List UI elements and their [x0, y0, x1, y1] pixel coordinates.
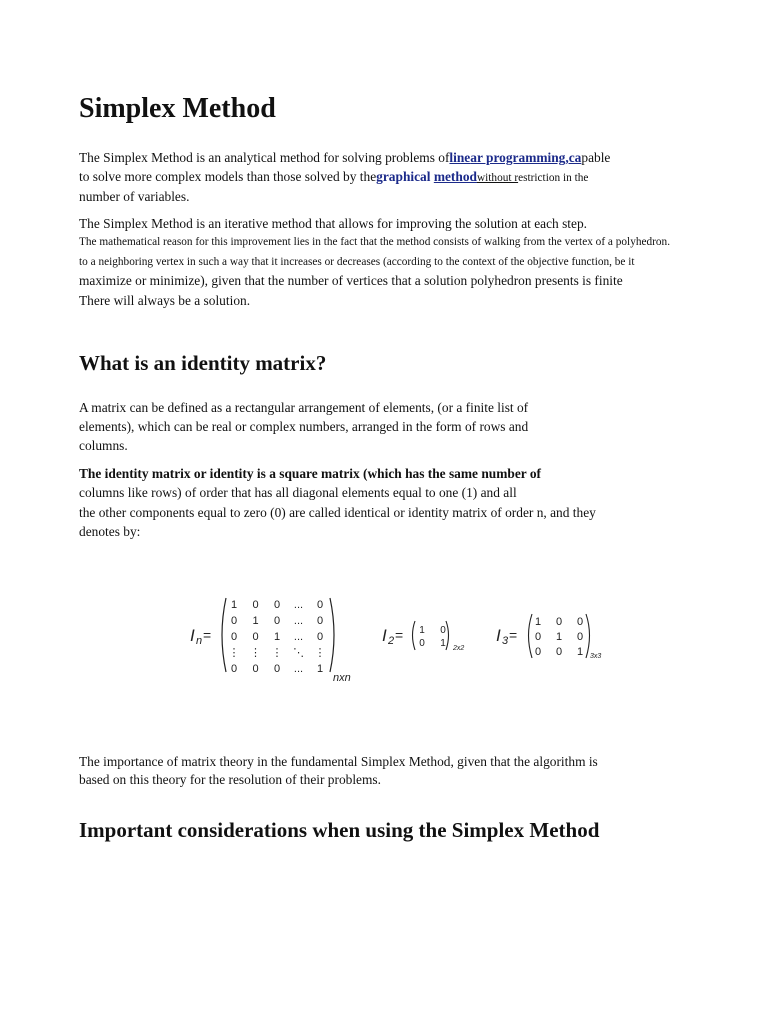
iterative-line-1: The Simplex Method is an iterative method that allows for improving the solution at each step.	[79, 216, 587, 231]
matrix-cell: ⋮	[250, 647, 261, 659]
identity-def-line-3: the other components equal to zero (0) are called identical or identity matrix of order n, and they	[79, 505, 596, 520]
I2-equals: =	[395, 627, 404, 643]
matrix-cell: 1	[576, 646, 584, 658]
In-matrix-cells	[229, 599, 326, 675]
matrix-cell: 0	[316, 631, 324, 643]
linear-programming-link[interactable]	[449, 150, 581, 165]
matrix-cell: 0	[534, 646, 542, 658]
graphical-method-link[interactable]	[376, 169, 477, 184]
page-title: Simplex Method	[79, 93, 276, 124]
matrix-def-line-3: columns.	[79, 438, 128, 453]
link-part: line	[449, 150, 471, 165]
matrix-cell: ...	[293, 631, 304, 643]
identity-def-line-2: columns like rows) of order that has all diagonal elements equal to one (1) and all	[79, 485, 517, 500]
intro-line-3: number of variables.	[79, 189, 190, 204]
I2-left-bracket	[413, 621, 416, 650]
matrix-cell: 0	[252, 599, 259, 611]
matrix-cell: 0	[534, 631, 542, 643]
In-subscript: n	[196, 635, 203, 647]
matrix-cell: 1	[230, 599, 238, 611]
matrix-cell: 0	[273, 599, 281, 611]
link-part: ar programming	[470, 150, 566, 165]
iterative-line-5: There will always be a solution.	[79, 293, 251, 308]
I3-label: I	[496, 626, 501, 645]
iterative-line-2: The mathematical reason for this improvement lies in the fact that the method consists of walking from the vertex of a polyhedron.	[79, 236, 671, 248]
link-part: graphical	[376, 169, 431, 184]
In-equals: =	[203, 627, 212, 643]
I2-right-bracket	[446, 621, 449, 650]
matrix-cell: ⋱	[293, 647, 304, 659]
matrix-cell: 1	[316, 663, 324, 675]
matrix-cell: 0	[576, 631, 584, 643]
matrix-cell: ...	[293, 615, 304, 627]
matrix-def-line-1: A matrix can be defined as a rectangular arrangement of elements, (or a finite list of	[79, 400, 529, 415]
I2-subscript: 2	[388, 635, 395, 647]
intro-small-text: without r	[476, 172, 519, 184]
matrix-cell: 0	[440, 625, 446, 636]
iterative-line-3: to a neighboring vertex in such a way that it increases or decreases (according to the context of the objective function, be it	[79, 256, 635, 268]
matrix-def-line-2: elements), which can be real or complex numbers, arranged in the form of rows and	[79, 419, 529, 434]
matrix-cell: 0	[230, 615, 238, 627]
matrix-cell: 0	[555, 646, 563, 658]
In-label: I	[190, 626, 195, 645]
matrix-cell: 1	[534, 616, 542, 628]
matrix-cell: 0	[419, 638, 425, 649]
intro-text-tail: pable	[581, 150, 611, 165]
identity-def-line-1: The identity matrix or identity is a square matrix (which has the same number of	[79, 466, 541, 481]
intro-text: The Simplex Method is an analytical method for solving problems of	[79, 150, 450, 165]
matrix-cell: 0	[576, 616, 584, 628]
intro-text: to solve more complex models than those solved by the	[79, 169, 377, 184]
matrix-cell: 0	[316, 599, 324, 611]
I2-label: I	[382, 626, 387, 645]
intro-small-text-tail: estriction in the	[518, 172, 589, 184]
I3-right-bracket	[586, 614, 590, 658]
matrix-cell: ...	[293, 599, 304, 611]
I3-size-label: 3x3	[590, 653, 602, 660]
identity-matrix-figure	[180, 588, 620, 688]
matrix-cell: 1	[252, 615, 259, 627]
I2-size-label: 2x2	[453, 645, 465, 652]
matrix-cell: 0	[273, 615, 281, 627]
In-left-bracket	[222, 598, 226, 672]
matrix-cell: ⋮	[228, 647, 240, 659]
iterative-line-4: maximize or minimize), given that the number of vertices that a solution polyhedron presents is finite	[79, 273, 623, 288]
In-size-label: nxn	[333, 672, 351, 684]
matrix-cell: 1	[440, 638, 446, 649]
matrix-cell: ⋮	[314, 647, 326, 659]
I3-matrix-cells	[535, 616, 583, 658]
link-part: method	[433, 169, 477, 184]
matrix-cell: 0	[252, 663, 259, 675]
matrix-cell: 1	[419, 625, 425, 636]
matrix-cell: 0	[316, 615, 324, 627]
matrix-cell: 0	[252, 631, 259, 643]
I3-equals: =	[509, 627, 518, 643]
I3-left-bracket	[529, 614, 533, 658]
matrix-cell: 0	[273, 663, 281, 675]
link-part: ,ca	[565, 150, 582, 165]
intro-line-1	[79, 150, 610, 166]
I2-matrix-cells	[419, 625, 446, 649]
matrix-cell: 1	[555, 631, 563, 643]
matrix-cell: ⋮	[271, 647, 283, 659]
section-heading-considerations: Important considerations when using the Simplex Method	[79, 818, 600, 842]
I3-subscript: 3	[502, 635, 509, 647]
matrix-cell: 0	[230, 663, 238, 675]
In-right-bracket	[330, 598, 334, 672]
matrix-cell: 0	[230, 631, 238, 643]
importance-line-1: The importance of matrix theory in the fundamental Simplex Method, given that the algorithm is	[79, 754, 598, 769]
identity-def-line-4: denotes by:	[79, 524, 141, 539]
importance-line-2: based on this theory for the resolution of their problems.	[79, 772, 381, 787]
matrix-cell: 1	[273, 631, 281, 643]
matrix-cell: 0	[555, 616, 563, 628]
matrix-cell: ...	[293, 663, 304, 675]
section-heading-identity: What is an identity matrix?	[79, 351, 327, 375]
intro-line-2	[79, 169, 588, 186]
